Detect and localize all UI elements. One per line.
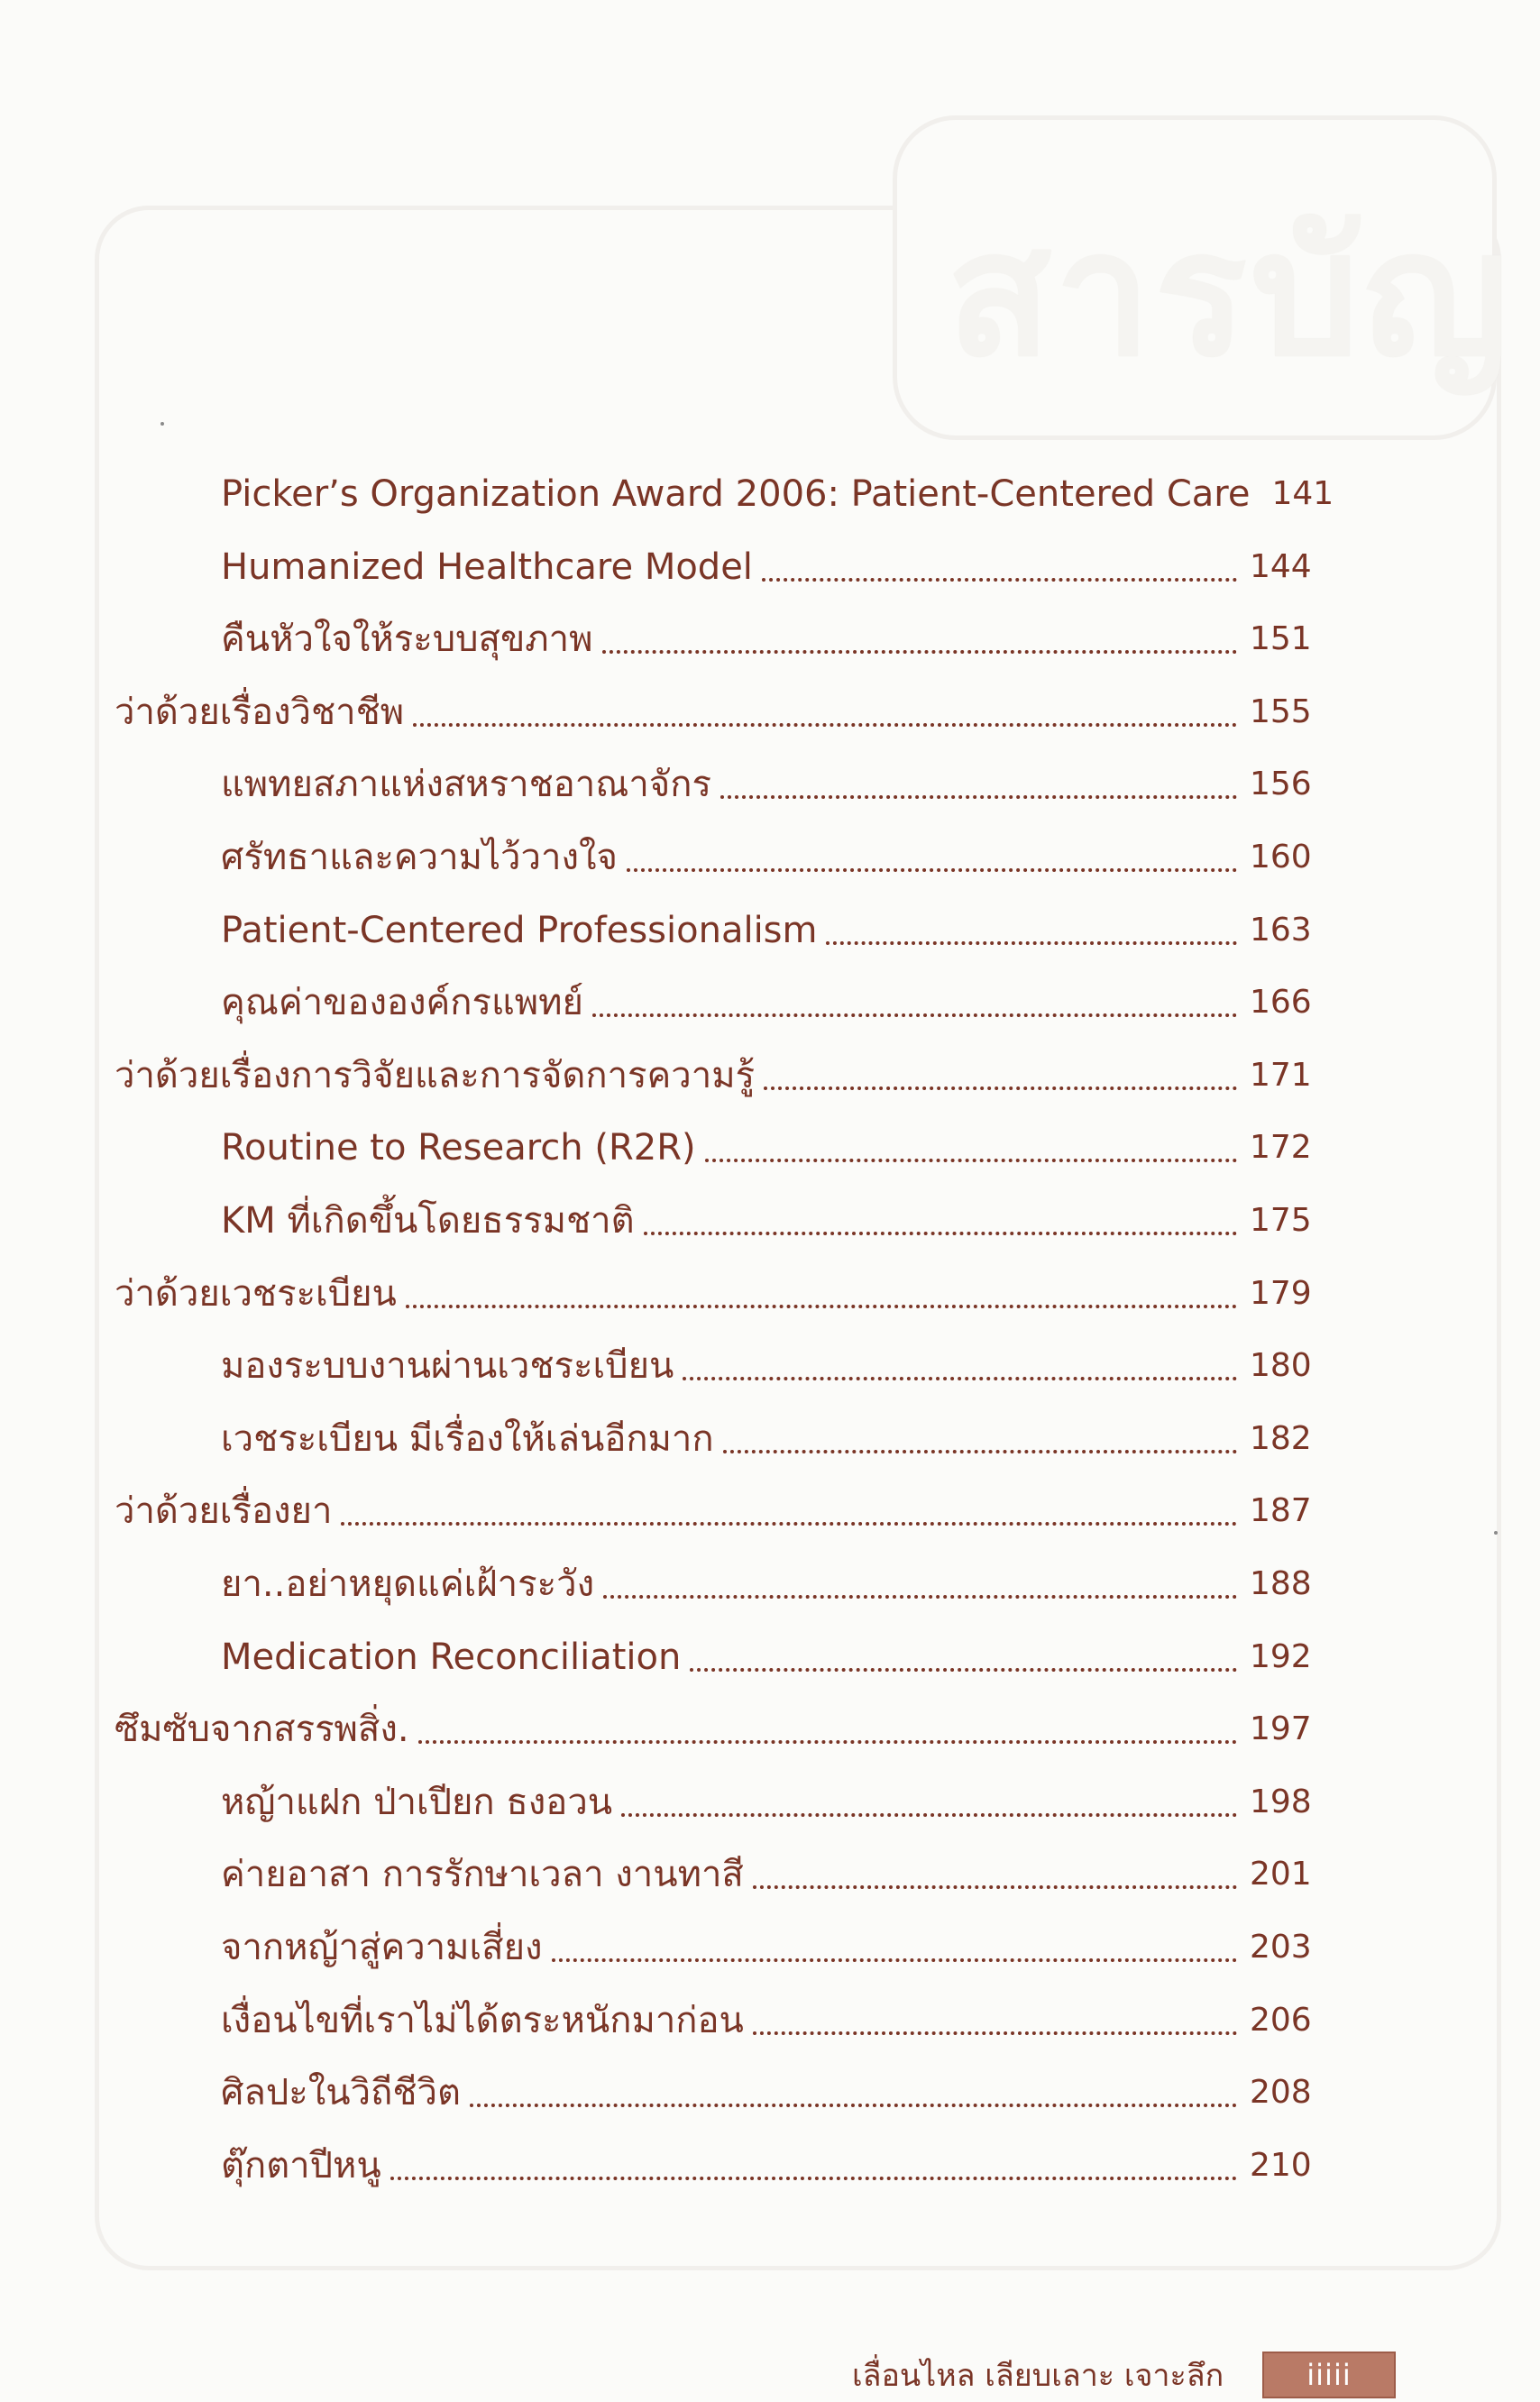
toc-entry-title: ตุ๊กตาปีหนู [221, 2144, 381, 2187]
toc-entry [221, 1995, 1312, 2046]
toc-entry-title: Routine to Research (R2R) [221, 1127, 696, 1169]
toc-entry-page: 160 [1250, 839, 1312, 876]
dot-leader [592, 1013, 1237, 1017]
dot-leader [683, 1377, 1237, 1380]
toc-entry [221, 1849, 1312, 1900]
dot-leader [602, 650, 1238, 654]
dot-leader [826, 941, 1237, 945]
toc-entry [221, 1559, 1312, 1609]
dot-leader [406, 1305, 1237, 1308]
toc-entry [221, 832, 1312, 883]
toc-entry-title: มองระบบงานผ่านเวชระเบียน [221, 1345, 674, 1388]
toc-entry-page: 166 [1250, 984, 1312, 1022]
toc-entry-title: Patient-Centered Professionalism [221, 909, 818, 951]
toc-entry-title: หญ้าแฝก ป่าเปียก ธงอวน [221, 1781, 613, 1823]
toc-entry-title: ว่าด้วยเรื่องยา [115, 1490, 333, 1533]
dot-leader [627, 868, 1237, 872]
dot-leader [603, 1595, 1237, 1599]
toc-entry-title: จากหญ้าสู่ความเสี่ยง [221, 1927, 543, 1968]
toc-entry-title: ยา..อย่าหยุดแค่เฝ้าระวัง [221, 1563, 595, 1605]
toc-entry-page: 198 [1250, 1783, 1312, 1820]
toc-entry [221, 977, 1312, 1028]
toc-entry-page: 141 [1271, 475, 1334, 512]
toc-entry [221, 2067, 1312, 2118]
dot-leader [621, 1813, 1237, 1817]
page-number-label: iiiii [1306, 2358, 1352, 2392]
toc-entry-title: ว่าด้วยเรื่องการวิจัยและการจัดการความรู้ [115, 1054, 756, 1096]
toc-entry-title: คุณค่าขององค์กรแพทย์ [221, 982, 583, 1024]
toc-entry-title: ค่ายอาสา การรักษาเวลา งานทาสี [221, 1854, 744, 1896]
toc-entry-title: KM ที่เกิดขึ้นโดยธรรมชาติ [221, 1200, 635, 1242]
dot-leader [762, 578, 1237, 582]
toc-entry-page: 208 [1250, 2074, 1312, 2112]
toc-entry-title: ซึมซับจากสรรพสิ่ง. [115, 1709, 409, 1751]
toc-entry-title: Humanized Healthcare Model [221, 545, 753, 588]
toc-entry [221, 1414, 1312, 1464]
dot-leader [753, 2031, 1237, 2035]
toc-entry-title: เวชระเบียน มีเรื่องให้เล่นอีกมาก [221, 1417, 714, 1460]
footer-page-number [1262, 2352, 1396, 2398]
toc-entry-title: ว่าด้วยเรื่องวิชาชีพ [115, 691, 405, 733]
toc-entry [115, 687, 1312, 738]
toc-entry [221, 1196, 1312, 1246]
toc-entry-page: 179 [1250, 1274, 1312, 1312]
dot-leader [552, 1958, 1237, 1962]
dot-leader [644, 1232, 1237, 1235]
toc-entry-page: 156 [1250, 766, 1312, 803]
toc-entry-page: 180 [1250, 1347, 1312, 1385]
toc-entry-page: 203 [1250, 1929, 1312, 1966]
dot-leader [720, 795, 1237, 799]
footer-book-title: เลื่อนไหล เลียบเลาะ เจาะลึก [852, 2358, 1224, 2394]
toc-entry [221, 2141, 1312, 2191]
toc-entry [221, 1777, 1312, 1828]
toc-entry [221, 1123, 1312, 1173]
dot-leader [413, 723, 1237, 727]
toc-entry-title: Picker’s Organization Award 2006: Patient-Centered Care [221, 473, 1251, 515]
dot-leader [753, 1885, 1237, 1889]
toc-entry [115, 1704, 1312, 1755]
toc-entry-page: 144 [1250, 547, 1312, 585]
toc-entry-page: 172 [1250, 1129, 1312, 1167]
toc-entry-page: 192 [1250, 1637, 1312, 1675]
toc-entry [221, 614, 1312, 665]
toc-entry-page: 197 [1250, 1710, 1312, 1748]
dot-leader [690, 1668, 1237, 1672]
dot-leader [705, 1159, 1237, 1162]
dot-leader [418, 1740, 1237, 1744]
toc-entry-page: 163 [1250, 911, 1312, 949]
toc-entry [221, 542, 1312, 592]
toc-entry-page: 187 [1250, 1492, 1312, 1530]
toc-entry-page: 210 [1250, 2146, 1312, 2184]
dot-leader [723, 1450, 1237, 1453]
toc-entry-title: ศิลปะในวิถีชีวิต [221, 2072, 461, 2114]
toc-entry [221, 469, 1334, 519]
toc-entry-title: แพทยสภาแห่งสหราชอาณาจักร [221, 764, 711, 806]
toc-entry-page: 188 [1250, 1565, 1312, 1602]
toc-entry-title: ศรัทธาและความไว้วางใจ [221, 837, 618, 878]
toc-entry-page: 175 [1250, 1202, 1312, 1239]
toc-entry-page: 206 [1250, 2001, 1312, 2039]
toc-entry-page: 151 [1250, 620, 1312, 658]
toc-entry-page: 182 [1250, 1419, 1312, 1457]
dot-leader [764, 1086, 1237, 1090]
toc-entry [221, 1922, 1312, 1973]
dot-leader [390, 2177, 1237, 2180]
toc-entry-page: 201 [1250, 1856, 1312, 1893]
toc-entry-title: เงื่อนไขที่เราไม่ได้ตระหนักมาก่อน [221, 1999, 744, 2041]
toc-entry [221, 759, 1312, 810]
toc-entry [115, 1486, 1312, 1536]
toc-entry-title: Medication Reconciliation [221, 1636, 682, 1678]
toc-entry [221, 1341, 1312, 1391]
toc-entry-page: 155 [1250, 692, 1312, 730]
toc-entry [115, 1050, 1312, 1101]
toc-entry [115, 1269, 1312, 1319]
toc-entry [221, 905, 1312, 956]
toc-entry-title: คืนหัวใจให้ระบบสุขภาพ [221, 619, 593, 661]
toc-entry-page: 171 [1250, 1056, 1312, 1094]
dot-leader [470, 2104, 1237, 2107]
toc-entry [221, 1632, 1312, 1682]
page-title-watermark: สารบัญ [947, 195, 1513, 394]
toc-entry-title: ว่าด้วยเวชระเบียน [115, 1272, 397, 1315]
dot-leader [341, 1522, 1237, 1526]
